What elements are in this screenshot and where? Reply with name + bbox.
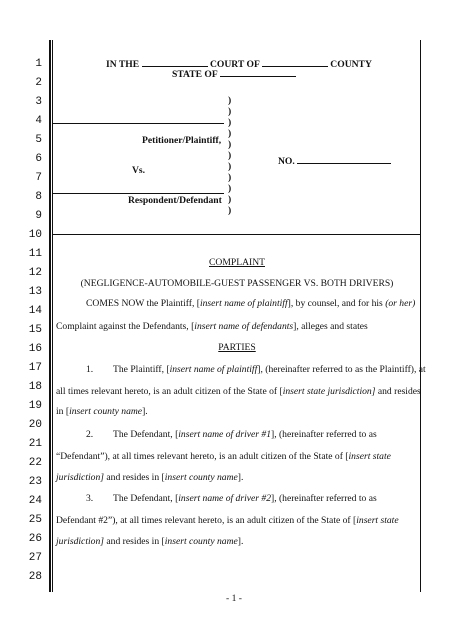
intro-line-1 <box>86 298 415 310</box>
text-run: and resides in [ <box>106 536 165 547</box>
line-number: 17 <box>28 362 42 374</box>
line-number: 9 <box>35 210 42 222</box>
court-of-label: COURT OF <box>209 59 260 70</box>
line-number: 19 <box>28 400 42 412</box>
text-run: ], (hereinafter referred to as <box>271 429 377 440</box>
text-run: The Defendant, [ <box>113 493 179 504</box>
paragraph-1-line-1 <box>113 364 426 376</box>
state-of-label: STATE OF <box>172 69 218 80</box>
text-run: Defendant #2”), at all times relevant hereto, is an adult citizen of the State of [ <box>56 515 357 526</box>
text-run: ], (hereinafter referred to as <box>271 493 377 504</box>
line-number: 2 <box>35 77 42 89</box>
placeholder-state: insert state <box>356 515 399 526</box>
line-number: 3 <box>35 96 42 108</box>
line-number: 6 <box>35 153 42 165</box>
versus-label: Vs. <box>132 165 146 176</box>
parties-heading: PARTIES <box>218 342 256 353</box>
line-number: 12 <box>28 267 42 279</box>
placeholder-county-name: insert county name <box>164 536 238 547</box>
paragraph-2-line-2 <box>56 451 391 463</box>
text-run: all times relevant hereto, is an adult citizen of the State of [ <box>56 386 283 397</box>
text-run: “Defendant”), at all times relevant hereto, is an adult citizen of the State of [ <box>56 451 349 462</box>
page-number: - 1 - <box>226 593 242 604</box>
placeholder-state: insert state <box>348 451 391 462</box>
line-number-gutter <box>0 0 46 600</box>
line-number: 1 <box>35 58 42 70</box>
text-run: in [ <box>56 406 70 417</box>
paragraph-number: 1. <box>86 364 94 375</box>
right-margin-rule <box>420 40 421 592</box>
case-number-label: NO. <box>278 156 295 167</box>
line-number: 27 <box>28 552 42 564</box>
paragraph-3-line-1 <box>113 493 377 505</box>
text-run: ]. <box>237 536 244 547</box>
text-run: ]. <box>142 406 148 417</box>
complaint-title: COMPLAINT <box>209 257 265 268</box>
state-caption-line <box>172 67 296 81</box>
paragraph-number: 3. <box>86 493 94 504</box>
line-number: 5 <box>35 134 42 146</box>
line-number: 28 <box>28 571 42 583</box>
line-number: 4 <box>35 115 42 127</box>
placeholder-state-jurisdiction: insert state jurisdiction] <box>282 386 376 397</box>
placeholder-jurisdiction: jurisdiction] <box>56 536 104 547</box>
line-number: 23 <box>28 476 42 488</box>
text-run: ], alleges and states <box>293 321 368 332</box>
line-number: 11 <box>28 248 42 260</box>
line-number: 16 <box>28 343 42 355</box>
court-name-blank[interactable] <box>142 57 208 67</box>
line-number: 24 <box>28 495 42 507</box>
text-run: ], by counsel, and for his <box>287 298 383 309</box>
placeholder-driver-2-name: insert name of driver #2 <box>178 493 271 504</box>
text-run: ], (hereinafter referred to as the Plaintiff), at <box>257 364 426 375</box>
paragraph-number: 2. <box>86 429 94 440</box>
petitioner-name-line[interactable] <box>52 123 224 124</box>
case-number-line <box>278 154 391 168</box>
placeholder-gender: (or her) <box>385 298 416 309</box>
line-number: 20 <box>28 419 42 431</box>
line-number: 26 <box>28 533 42 545</box>
line-number: 25 <box>28 514 42 526</box>
paragraph-2-line-3 <box>56 472 243 484</box>
case-number-blank[interactable] <box>297 154 391 164</box>
text-run: Complaint against the Defendants, [ <box>56 321 195 332</box>
complaint-subtitle: (NEGLIGENCE-AUTOMOBILE-GUEST PASSENGER VS. BOTH DRIVERS) <box>80 278 394 289</box>
paragraph-3-line-3 <box>56 536 243 548</box>
text-run: ]. <box>237 472 244 483</box>
caption-divider <box>52 234 420 235</box>
placeholder-county-name: insert county name <box>164 472 238 483</box>
county-label: COUNTY <box>330 59 372 70</box>
petitioner-label: Petitioner/Plaintiff, <box>142 135 222 146</box>
paragraph-3-line-2 <box>56 515 399 527</box>
placeholder-plaintiff-name: insert name of plaintiff <box>199 298 288 309</box>
placeholder-county-name: insert county name <box>69 406 143 417</box>
paragraph-1-line-2 <box>56 386 421 398</box>
text-run: The Plaintiff, [ <box>113 364 170 375</box>
text-run: The Defendant, [ <box>113 429 179 440</box>
text-run: and resides <box>377 386 421 397</box>
placeholder-jurisdiction: jurisdiction] <box>56 472 104 483</box>
line-number: 8 <box>35 191 42 203</box>
county-name-blank[interactable] <box>262 57 328 67</box>
placeholder-defendants-name: insert name of defendants <box>194 321 294 332</box>
text-run: and resides in [ <box>106 472 165 483</box>
intro-line-2 <box>56 321 368 333</box>
state-name-blank[interactable] <box>220 67 296 77</box>
respondent-name-line[interactable] <box>52 193 224 194</box>
line-number: 10 <box>28 229 42 241</box>
in-the-label: IN THE <box>106 59 140 70</box>
line-number: 22 <box>28 457 42 469</box>
paragraph-1-line-3 <box>56 406 148 418</box>
line-number: 15 <box>28 324 42 336</box>
placeholder-plaintiff-name: insert name of plaintiff <box>169 364 258 375</box>
line-number: 14 <box>28 305 42 317</box>
respondent-label: Respondent/Defendant <box>128 195 222 206</box>
left-margin-rule <box>49 40 51 592</box>
line-number: 21 <box>28 438 42 450</box>
line-number: 7 <box>35 172 42 184</box>
caption-parentheses: ) ) ) ) ) ) ) ) ) ) ) <box>228 95 232 216</box>
line-number: 13 <box>28 286 42 298</box>
paragraph-2-line-1 <box>113 429 377 441</box>
placeholder-driver-1-name: insert name of driver #1 <box>178 429 271 440</box>
line-number: 18 <box>28 381 42 393</box>
text-run: COMES NOW the Plaintiff, [ <box>86 298 200 309</box>
